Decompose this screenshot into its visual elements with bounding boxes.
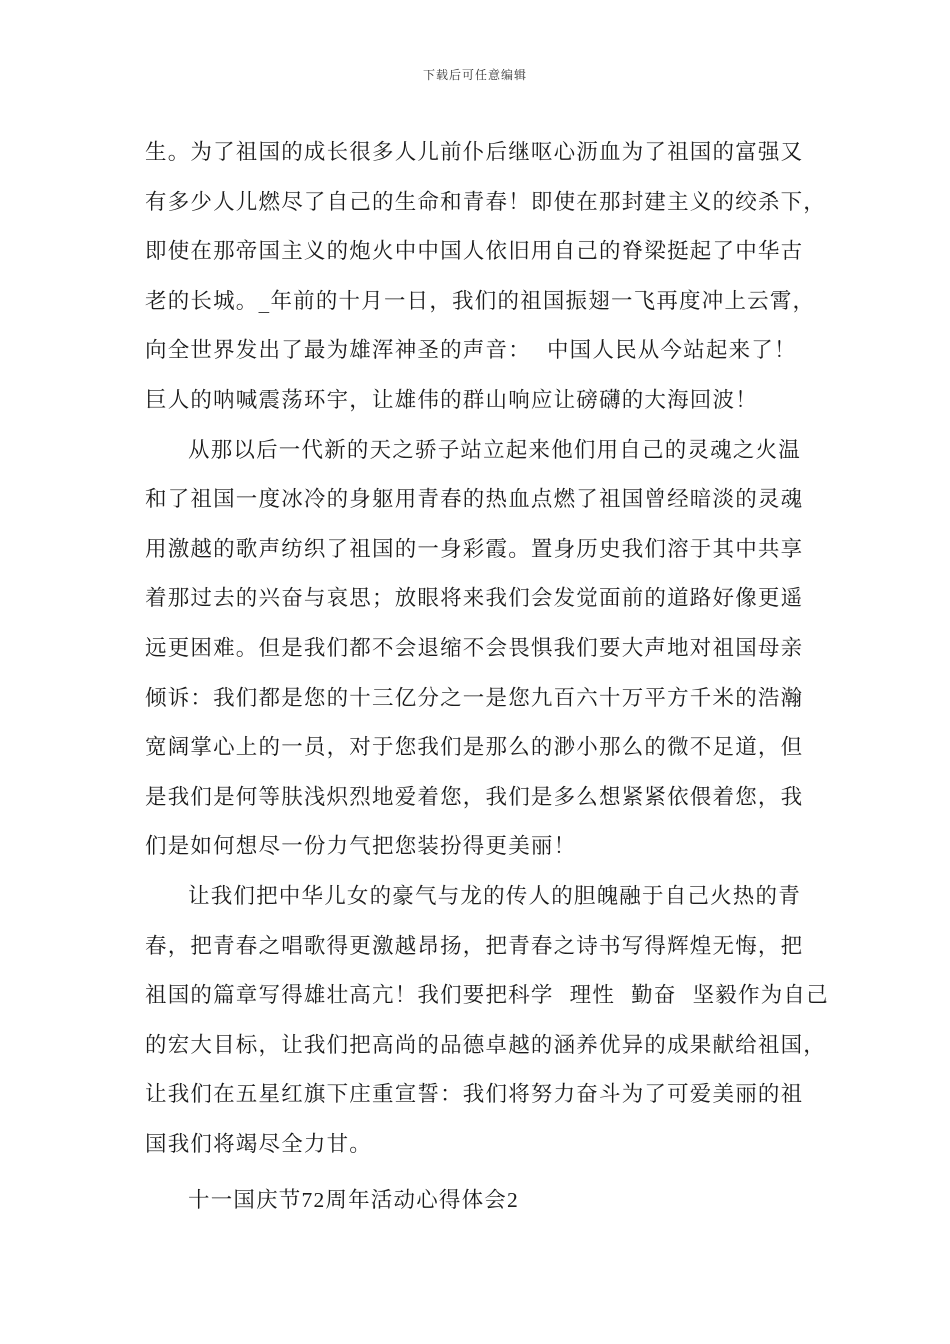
text-line: 是我们是何等肤浅炽烈地爱着您，我们是多么想紧紧依偎着您，我 [145,784,804,810]
section-heading: 十一国庆节72周年活动心得体会2 [188,1188,519,1213]
paragraph-1 [145,128,835,426]
text-line: 有多少人儿燃尽了自己的生命和青春！即使在那封建主义的绞杀下， [145,189,827,215]
text-line: 让我们在五星红旗下庄重宣誓：我们将努力奋斗为了可爱美丽的祖 [145,1082,804,1108]
text-line: 宽阔掌心上的一员，对于您我们是那么的渺小那么的微不足道，但 [145,735,804,761]
text-line: 国我们将竭尽全力甘。 [145,1131,373,1157]
text-line: 着那过去的兴奋与哀思；放眼将来我们会发觉面前的道路好像更遥 [145,586,804,612]
text-line: 用激越的歌声纺织了祖国的一身彩霞。置身历史我们溶于其中共享 [145,536,804,562]
text-line: 祖国的篇章写得雄壮高亢！我们要把科学 理性 勤奋 坚毅作为自己 [145,983,829,1009]
text-line: 即使在那帝国主义的炮火中中国人依旧用自己的脊梁挺起了中华古 [145,239,804,265]
body-text [145,128,835,1226]
text-line: 老的长城。_年前的十月一日，我们的祖国振翅一飞再度冲上云霄， [145,288,816,314]
text-line: 们是如何想尽一份力气把您装扮得更美丽！ [145,834,577,860]
text-line: 从那以后一代新的天之骄子站立起来他们用自己的灵魂之火温 [188,437,801,463]
paragraph-3 [145,872,835,1170]
text-line: 春，把青春之唱歌得更激越昂扬，把青春之诗书写得辉煌无悔，把 [145,933,804,959]
header-note: 下载后可任意编辑 [422,68,527,82]
paragraph-2 [145,426,835,872]
text-line: 让我们把中华儿女的豪气与龙的传人的胆魄融于自己火热的青 [188,883,801,909]
text-line: 和了祖国一度冰冷的身躯用青春的热血点燃了祖国曾经暗淡的灵魂 [145,487,804,513]
text-line: 向全世界发出了最为雄浑神圣的声音： 中国人民从今站起来了！ [145,338,797,364]
text-line: 巨人的呐喊震荡环宇，让雄伟的群山响应让磅礴的大海回波！ [145,387,758,413]
text-line: 远更困难。但是我们都不会退缩不会畏惧我们要大声地对祖国母亲 [145,635,804,661]
text-line: 倾诉：我们都是您的十三亿分之一是您九百六十万平方千米的浩瀚 [145,685,804,711]
text-line: 的宏大目标，让我们把高尚的品德卓越的涵养优异的成果献给祖国， [145,1032,827,1058]
text-line: 生。为了祖国的成长很多人儿前仆后继呕心沥血为了祖国的富强又 [145,140,804,165]
